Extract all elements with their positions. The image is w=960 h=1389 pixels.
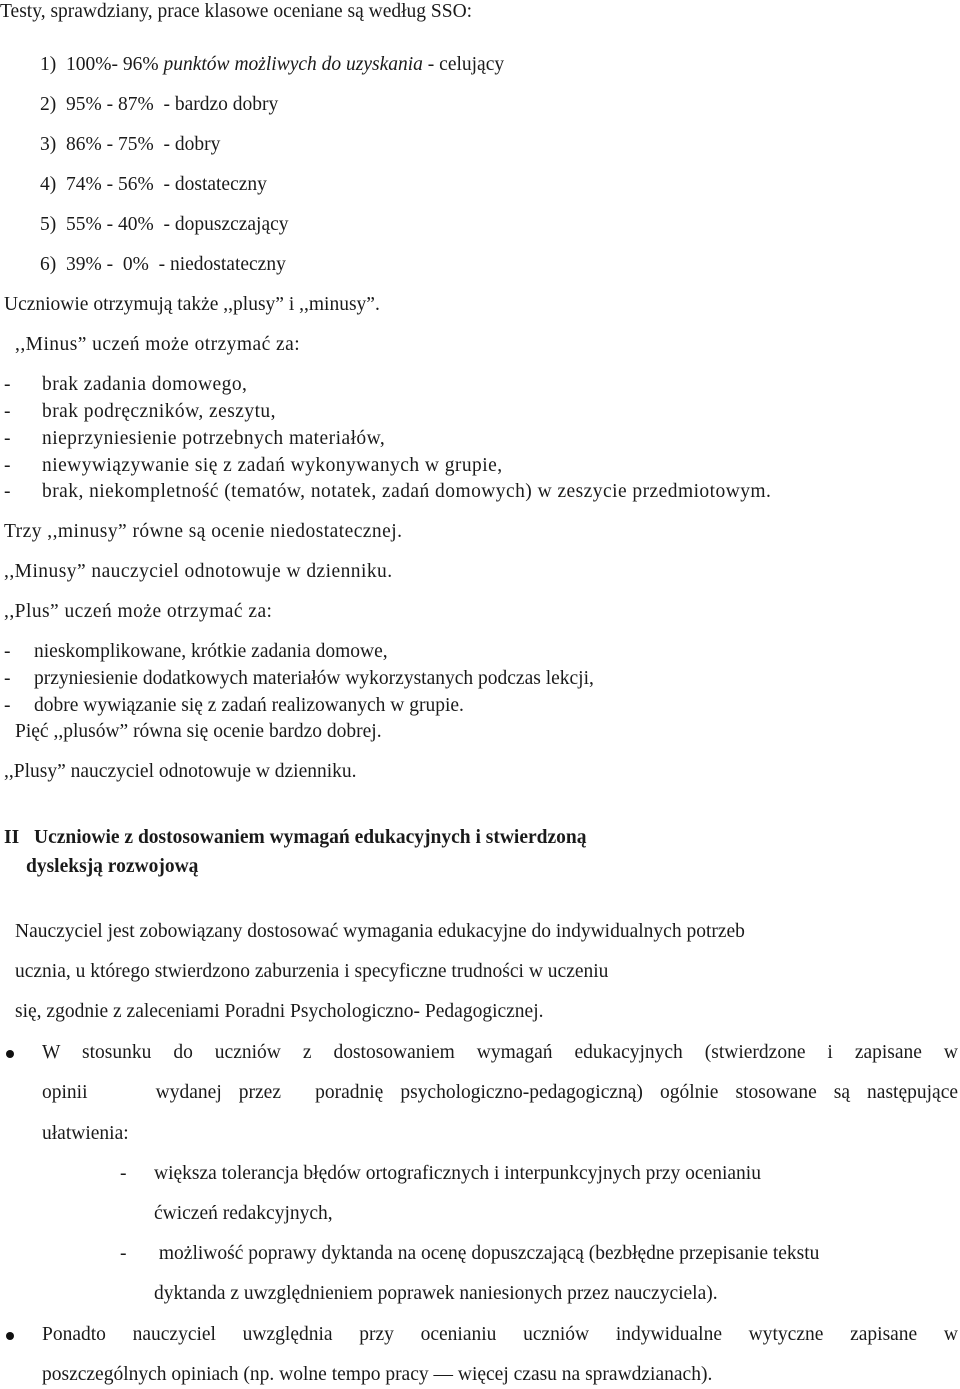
bullet1-line1: W stosunku do uczniów z dostosowaniem wymagań edukacyjnych (stwierdzone i zapisane w <box>42 1042 958 1063</box>
grade-text: 95% - 87% - bardzo dobry <box>66 94 279 115</box>
dash-marker: - <box>4 455 11 476</box>
facilitation-item <box>120 1162 761 1186</box>
intro-text: Testy, sprawdziany, prace klasowe oceniane są według SSO: <box>0 1 473 22</box>
grade-item-4 <box>40 173 267 197</box>
bullet-icon <box>6 1050 14 1058</box>
minus-item-text: nieprzyniesienie potrzebnych materiałów, <box>42 428 386 449</box>
grade-name: - celujący <box>422 54 505 75</box>
grade-item-1 <box>40 53 504 77</box>
plus-item-text: dobre wywiązanie się z zadań realizowanych w grupie. <box>34 695 464 716</box>
minus-item <box>4 400 276 424</box>
grade-item-5 <box>40 213 289 237</box>
minus-heading: ,,Minus” uczeń może otrzymać za: <box>15 334 301 355</box>
grade-item-3 <box>40 133 220 157</box>
minus-item-text: brak zadania domowego, <box>42 374 248 395</box>
minus-item <box>4 373 248 397</box>
dash-marker: - <box>4 668 11 689</box>
teacher-paragraph-line: ucznia, u którego stwierdzono zaburzenia i specyficzne trudności w uczeniu <box>15 961 609 982</box>
section-number: II <box>4 827 20 848</box>
grade-item-2 <box>40 93 278 117</box>
facilitation-text: możliwość poprawy dyktanda na ocenę dopuszczającą (bezbłędne przepisanie tekstu <box>154 1243 820 1264</box>
section-title-line2: dysleksją rozwojową <box>26 856 199 877</box>
grade-text: 74% - 56% - dostateczny <box>66 174 267 195</box>
teacher-paragraph-line: się, zgodnie z zaleceniami Poradni Psychologiczno- Pedagogicznej. <box>15 1001 544 1022</box>
dash-marker: - <box>4 695 11 716</box>
dash-marker: - <box>4 481 11 502</box>
grade-number: 5) <box>40 214 57 235</box>
minus-item-text: brak podręczników, zeszytu, <box>42 401 276 422</box>
dash-marker: - <box>4 401 11 422</box>
three-minus-rule: Trzy ,,minusy” równe są ocenie niedostatecznej. <box>4 521 403 542</box>
grade-text: 55% - 40% - dopuszczający <box>66 214 289 235</box>
dash-marker: - <box>120 1163 127 1184</box>
plus-note: ,,Plusy” nauczyciel odnotowuje w dzienniku. <box>4 761 357 782</box>
grade-range: 100%- 96% <box>66 54 164 75</box>
plus-item <box>4 640 388 664</box>
grade-text: 39% - 0% - niedostateczny <box>66 254 286 275</box>
grade-item-6 <box>40 253 286 277</box>
facilitation-item <box>120 1242 820 1266</box>
teacher-paragraph-line: Nauczyciel jest zobowiązany dostosować wymagania edukacyjne do indywidualnych potrzeb <box>15 921 745 942</box>
section-ii-heading <box>4 826 587 850</box>
grade-text: 86% - 75% - dobry <box>66 134 221 155</box>
plus-item-text: nieskomplikowane, krótkie zadania domowe, <box>34 641 388 662</box>
plus-minus-intro: Uczniowie otrzymują także ,,plusy” i ,,minusy”. <box>4 294 380 315</box>
bullet2-line2: poszczególnych opiniach (np. wolne tempo pracy — więcej czasu na sprawdzianach). <box>42 1364 713 1385</box>
dash-marker: - <box>4 374 11 395</box>
minus-note: ,,Minusy” nauczyciel odnotowuje w dzienniku. <box>4 561 393 582</box>
facilitation-text-cont: dyktanda z uwzględnieniem poprawek naniesionych przez nauczyciela). <box>154 1283 718 1304</box>
minus-item <box>4 427 386 451</box>
plus-item <box>4 667 594 691</box>
grade-number: 1) <box>40 54 57 75</box>
bullet2-line1: Ponadto nauczyciel uwzględnia przy ocenianiu uczniów indywidualne wytyczne zapisane w <box>42 1324 958 1345</box>
facilitation-text-cont: ćwiczeń redakcyjnych, <box>154 1203 333 1224</box>
section-title-line1: Uczniowie z dostosowaniem wymagań edukacyjnych i stwierdzoną <box>34 827 587 848</box>
five-plus-rule: Pięć ,,plusów” równa się ocenie bardzo dobrej. <box>15 721 382 742</box>
minus-item-text: niewywiązywanie się z zadań wykonywanych w grupie, <box>42 455 503 476</box>
grade-number: 3) <box>40 134 57 155</box>
plus-heading: ,,Plus” uczeń może otrzymać za: <box>4 601 273 622</box>
grade-number: 4) <box>40 174 57 195</box>
dash-marker: - <box>4 428 11 449</box>
plus-item <box>4 694 464 718</box>
bullet1-line3: ułatwienia: <box>42 1123 129 1144</box>
dash-marker: - <box>120 1243 127 1264</box>
grade-range-note: punktów możliwych do uzyskania <box>163 54 423 75</box>
plus-item-text: przyniesienie dodatkowych materiałów wykorzystanych podczas lekcji, <box>34 668 594 689</box>
minus-item <box>4 454 503 478</box>
bullet-icon <box>6 1332 14 1340</box>
minus-item <box>4 480 772 504</box>
grade-number: 6) <box>40 254 57 275</box>
bullet1-line2: opinii wydanej przez poradnię psychologiczno-pedagogiczną) ogólnie stosowane są następujące <box>42 1082 958 1103</box>
grade-number: 2) <box>40 94 57 115</box>
facilitation-text: większa tolerancja błędów ortograficznych i interpunkcyjnych przy ocenianiu <box>154 1163 761 1184</box>
dash-marker: - <box>4 641 11 662</box>
minus-item-text: brak, niekompletność (tematów, notatek, zadań domowych) w zeszycie przedmiotowym. <box>42 481 772 502</box>
